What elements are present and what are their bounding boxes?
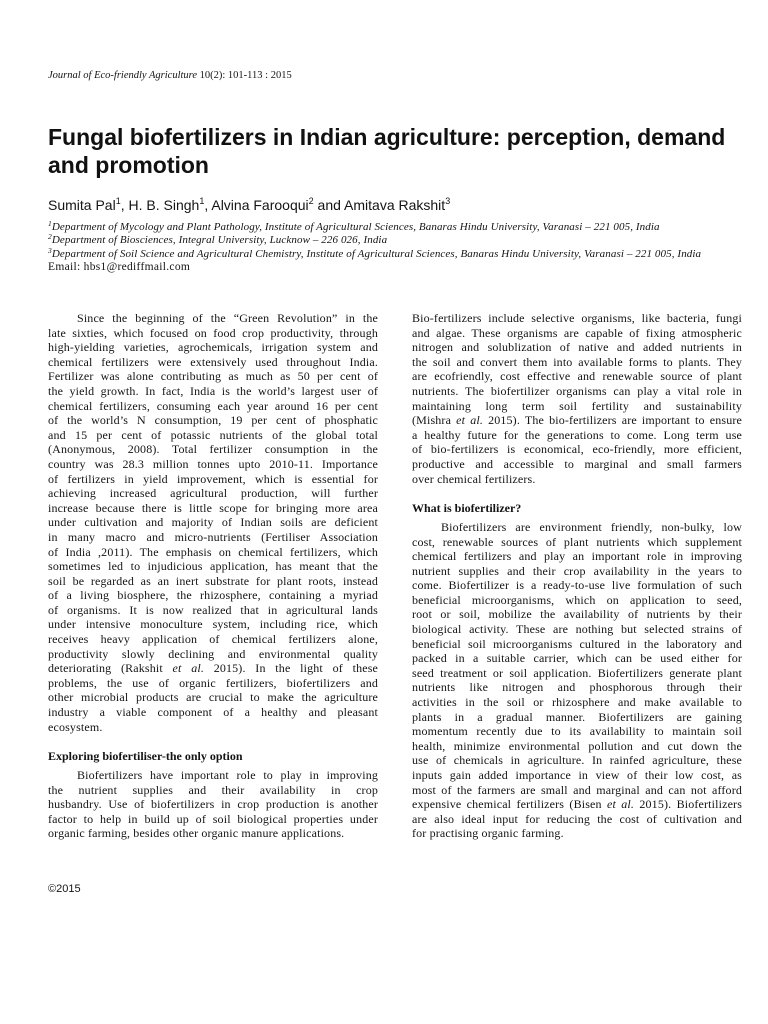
affiliation-text: Department of Soil Science and Agricultural Chemistry, Institute of Agricultural Sciences, Banaras Hindu University, Varanasi – 221 005, India: [51, 247, 702, 260]
text-line: under cultivation and majority of Indian soils are deficient: [48, 515, 378, 530]
affiliation: [48, 234, 763, 247]
text-line: Biofertilizers have important role to play in improving: [77, 768, 378, 782]
text-line: most of the farmers are small and marginal and can not afford: [412, 782, 742, 797]
affiliation-text: Department of Biosciences, Integral University, Lucknow – 226 026, India: [51, 234, 388, 247]
text-line: country was 28.3 million tonnes upto 2010-11. Importance: [48, 456, 378, 471]
text-line: under intensive monoculture system, including rice, which: [48, 617, 378, 632]
author-affiliation-mark: 1: [115, 196, 121, 206]
text-line: the yield growth. In fact, India is the world’s largest user of: [48, 383, 378, 398]
affiliation-mark: 2: [48, 232, 52, 242]
text-line: the soil and convert them into available forms to plants. They: [412, 354, 742, 369]
journal-volume-pages-year: 10(2): 101-113 : 2015: [199, 70, 292, 81]
text-line: cost, renewable sources of plant nutrients which supplement: [412, 534, 742, 549]
copyright-notice: ©2015: [48, 883, 81, 895]
text-line: of the world’s N consumption, 19 per cent of phosphatic: [48, 413, 378, 428]
text-line: nutrients. The biofertilizer organisms can play a vital role in: [412, 383, 742, 398]
author-name: Sumita Pal: [48, 197, 116, 213]
text-line: (Anonymous, 2008). Total fertilizer consumption in the: [48, 442, 378, 457]
affiliation: [48, 245, 763, 261]
section-heading: What is biofertilizer?: [412, 501, 522, 516]
text-line: expensive chemical fertilizers (Bisen et al. 2015). Biofertilizers: [412, 797, 743, 812]
text-line: momentum recently due to its availability to maintain soil: [412, 724, 742, 739]
text-line: receives heavy application of chemical fertilizers alone,: [48, 632, 378, 647]
text-line: other microbial products are crucial to make the agriculture: [48, 690, 378, 705]
text-line: are ecofriendly, cost effective and renewable source of plant: [412, 369, 742, 384]
text-line: chemical fertilizers, consuming each year around 16 per cent: [48, 398, 378, 413]
text-line: use of chemicals in agriculture. In rainfed agriculture, these: [412, 753, 742, 768]
text-line: husbandry. Use of biofertilizers in crop production is another: [48, 797, 378, 812]
text-line: of organisms. It is now realized that in agricultural lands: [48, 602, 378, 617]
email-label: Email:: [48, 261, 81, 274]
author-separator: and: [313, 197, 345, 213]
text-line: Bio-fertilizers include selective organisms, like bacteria, fungi: [412, 311, 742, 325]
author-name: Alvina Farooqui: [211, 197, 309, 213]
author-affiliation-mark: 3: [445, 196, 451, 206]
text-line: of India ,2011). The emphasis on chemical fertilizers, which: [48, 544, 378, 559]
text-line: increase because there is little scope for bringing more area: [48, 500, 378, 515]
text-line: nutrients like nitrogen and phosphorous through their: [412, 680, 742, 695]
article-title: Fungal biofertilizers in Indian agriculture: perception, demand and promotion: [48, 124, 726, 178]
text-line: plants in a gradual manner. Biofertilizers are gaining: [412, 709, 742, 724]
text-line: factor to help in build up of soil biological properties under: [48, 811, 378, 826]
et-al-italic: et al.: [172, 661, 204, 676]
affiliation-mark: 1: [48, 219, 52, 228]
text-line: health, minimize environmental pollution and cut down the: [412, 738, 742, 753]
text-line: in many macro and micro-nutrients (Fertiliser Association: [48, 529, 378, 544]
et-al-italic: et al.: [456, 413, 483, 428]
author-separator: ,: [204, 197, 212, 213]
affiliation-text: Department of Mycology and Plant Pathology, Institute of Agricultural Sciences, Banaras Hindu University, Varanasi – 221 005, India: [51, 221, 660, 233]
text-line: Since the beginning of the “Green Revolution” in the: [77, 311, 378, 325]
text-line: beneficial microorganisms, which on application to seed,: [412, 592, 742, 607]
text-line: over chemical fertilizers.: [412, 471, 536, 486]
paragraph: [48, 311, 378, 734]
text-line: deteriorating (Rakshit et al. 2015). In the light of these: [48, 661, 378, 676]
paragraph: [48, 768, 378, 841]
text-line: are also ideal input for reducing the cost of cultivation and: [412, 811, 742, 826]
text-line: of a living biosphere, the rhizosphere, containing a myriad: [48, 588, 378, 603]
text-line: a healthy future for the generations to come. Long term use: [412, 427, 742, 442]
author-name: H. B. Singh: [128, 197, 200, 213]
right-column: [412, 311, 742, 841]
text-line: chemical fertilizers were extensively used throughout India.: [48, 354, 378, 369]
text-line: nitrogen and solublization of native and added nutrients in: [412, 340, 742, 355]
text-line: biological activity. These are nothing but selected strains of: [412, 622, 742, 637]
text-line: root or soil, mobilize the availability of nutrients by their: [412, 607, 742, 622]
text-line: (Mishra et al. 2015). The bio-fertilizers are important to ensure: [412, 413, 742, 428]
corresponding-email: [48, 261, 763, 274]
text-line: achieving increased agricultural production, will further: [48, 486, 378, 501]
text-line: problems, the use of organic fertilizers, biofertilizers and: [48, 675, 378, 690]
text-line: of fertilizers in yield improvement, which is essential for: [48, 471, 378, 486]
text-line: Biofertilizers are environment friendly, non-bulky, low: [441, 519, 742, 534]
left-column: [48, 311, 378, 841]
author-name: Amitava Rakshit: [344, 197, 446, 213]
author-affiliation-mark: 2: [308, 196, 314, 206]
text-line: maintaining long term soil fertility and sustainability: [412, 398, 742, 413]
text-line: the nutrient supplies and their availability in crop: [48, 782, 378, 797]
text-line: nutrient supplies and their crop availability in the years to: [412, 563, 742, 578]
text-line: chemical fertilizers and play an important role in improving: [412, 549, 742, 564]
author-separator: ,: [120, 197, 129, 213]
email-address: hbs1@rediffmail.com: [83, 261, 191, 274]
text-line: productive and accessible to marginal and small farmers: [412, 456, 742, 471]
text-line: come. Biofertilizer is a ready-to-use live formulation of such: [412, 578, 742, 593]
text-line: sometimes led to injudicious application, has meant that the: [48, 559, 378, 574]
text-line: inputs gain added importance in view of their low cost, as: [412, 768, 742, 782]
text-line: organic farming, besides other organic manure applications.: [48, 826, 345, 841]
text-line: Fertilizer was alone contributing as much as 50 per cent of: [48, 369, 378, 384]
text-line: soil be regarded as an inert substrate for plant roots, instead: [48, 573, 378, 588]
text-line: and algae. These organisms are capable of fixing atmospheric: [412, 325, 742, 340]
text-line: activities in the soil or rhizosphere and make available to: [412, 695, 742, 710]
affiliation-mark: 3: [48, 245, 52, 255]
paragraph: [412, 520, 742, 841]
text-line: seed treatment or soil application. Biofertilizers generate plant: [412, 665, 742, 680]
text-line: beneficial soil microorganisms cultured in the laboratory and: [412, 636, 742, 651]
affiliation: [48, 221, 763, 234]
journal-name: Journal of Eco-friendly Agriculture: [48, 70, 198, 81]
section-heading: Exploring biofertiliser-the only option: [48, 749, 243, 764]
author-affiliation-mark: 1: [199, 196, 205, 206]
author-list: [48, 196, 450, 214]
journal-citation: [48, 69, 292, 82]
text-line: high-yielding varieties, agrochemicals, irrigation system and: [48, 340, 378, 355]
text-line: industry a viable component of a healthy and pleasant: [48, 705, 378, 720]
text-line: productivity slowly declining and environmental quality: [48, 646, 378, 661]
paragraph: [412, 311, 742, 486]
et-al-italic: et al.: [606, 797, 635, 812]
text-line: packed in a suitable carrier, which can be used either for: [412, 651, 742, 666]
text-line: ecosystem.: [48, 719, 103, 734]
text-line: for practising organic farming.: [412, 826, 564, 841]
text-line: late sixties, which focused on food crop productivity, through: [48, 325, 378, 340]
text-line: and 15 per cent of potassic nutrients of the global total: [48, 427, 378, 442]
text-line: of bio-fertilizers is economical, eco-friendly, more efficient,: [412, 442, 742, 457]
affiliations: [48, 221, 763, 275]
